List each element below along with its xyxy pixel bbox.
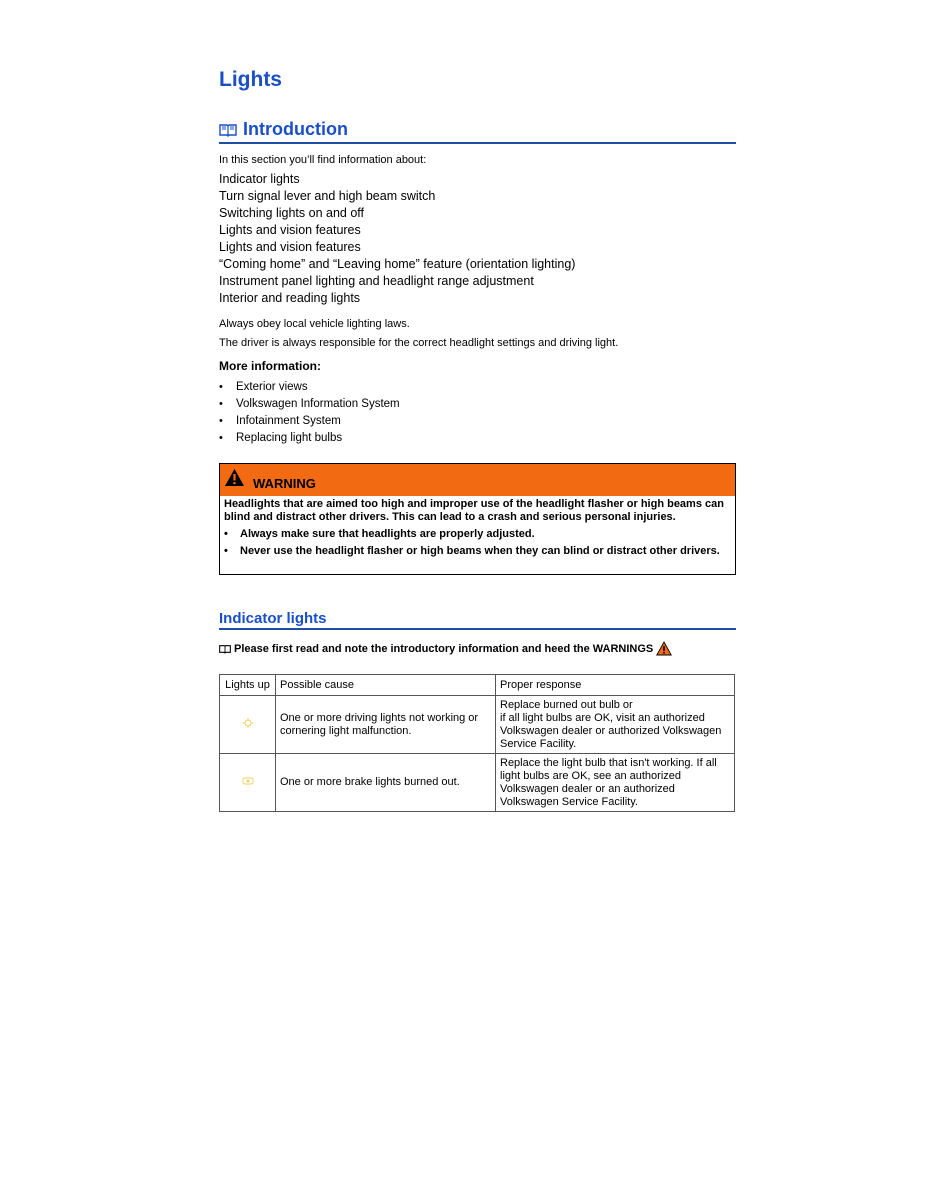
paragraph-driver-responsible: The driver is always responsible for the correct headlight settings and driving light. bbox=[219, 337, 619, 349]
warning-box bbox=[219, 463, 736, 575]
table-row bbox=[220, 696, 735, 754]
warning-text: Headlights that are aimed too high and improper use of the headlight flasher or high beams can blind and distract other drivers. This can lead to a crash and serious personal injuries. bbox=[224, 498, 724, 523]
topic-link[interactable]: Indicator lights bbox=[219, 172, 300, 186]
column-header: Possible cause bbox=[276, 675, 496, 696]
indicator-table bbox=[219, 674, 735, 812]
bulb-warning-icon bbox=[242, 717, 254, 729]
response-cell: Replace the light bulb that isn't working. If all light bulbs are OK, see an authorized Volkswagen dealer or an authorized Volkswagen Service Facility. bbox=[496, 754, 735, 812]
brake-light-icon bbox=[242, 776, 254, 786]
topic-link[interactable]: “Coming home” and “Leaving home” feature (orientation lighting) bbox=[219, 257, 576, 271]
topic-link[interactable]: Lights and vision features bbox=[219, 240, 361, 254]
more-info-link[interactable]: • Exterior views bbox=[219, 379, 400, 396]
warning-bullet: • Always make sure that headlights are properly adjusted. bbox=[224, 528, 535, 540]
topic-link[interactable]: Turn signal lever and high beam switch bbox=[219, 189, 436, 203]
read-first-text: Please first read and note the introductory information and heed the WARNINGS bbox=[234, 642, 654, 655]
read-first-note bbox=[219, 641, 672, 656]
more-info-title: More information: bbox=[219, 359, 321, 373]
paragraph-lighting-laws: Always obey local vehicle lighting laws. bbox=[219, 318, 410, 330]
topic-link[interactable]: Instrument panel lighting and headlight range adjustment bbox=[219, 274, 534, 288]
topic-link[interactable]: Interior and reading lights bbox=[219, 291, 361, 305]
warning-triangle-icon bbox=[224, 468, 245, 487]
warning-header bbox=[220, 464, 735, 496]
table-header-row bbox=[220, 675, 735, 696]
warning-title: WARNING bbox=[253, 476, 316, 491]
cause-cell: One or more driving lights not working or cornering light malfunction. bbox=[276, 696, 496, 754]
indicator-lights-heading: Indicator lights bbox=[219, 610, 736, 630]
section-title: Introduction bbox=[243, 119, 348, 139]
indicator-cell bbox=[220, 754, 276, 812]
cause-cell: One or more brake lights burned out. bbox=[276, 754, 496, 812]
section-heading-introduction bbox=[219, 119, 736, 144]
book-icon bbox=[219, 644, 231, 654]
column-header: Lights up bbox=[220, 675, 276, 696]
warning-body bbox=[220, 496, 735, 558]
column-header: Proper response bbox=[496, 675, 735, 696]
topic-link[interactable]: Switching lights on and off bbox=[219, 206, 365, 220]
intro-lead-text: In this section you’ll find information about: bbox=[219, 154, 427, 166]
more-info-link[interactable]: • Infotainment System bbox=[219, 413, 400, 430]
warning-triangle-icon bbox=[656, 641, 672, 656]
page-title: Lights bbox=[219, 68, 282, 91]
topic-link[interactable]: Lights and vision features bbox=[219, 223, 361, 237]
more-info-link[interactable]: • Replacing light bulbs bbox=[219, 430, 400, 447]
more-info-list bbox=[219, 379, 400, 447]
response-cell: Replace burned out bulb or if all light bulbs are OK, visit an authorized Volkswagen dealer or authorized Volkswagen Service Facility. bbox=[496, 696, 735, 754]
more-info-link[interactable]: • Volkswagen Information System bbox=[219, 396, 400, 413]
book-icon bbox=[219, 123, 237, 137]
indicator-cell bbox=[220, 696, 276, 754]
warning-bullet: • Never use the headlight flasher or high beams when they can blind or distract other drivers. bbox=[224, 545, 720, 557]
topic-list bbox=[219, 171, 575, 307]
table-row bbox=[220, 754, 735, 812]
